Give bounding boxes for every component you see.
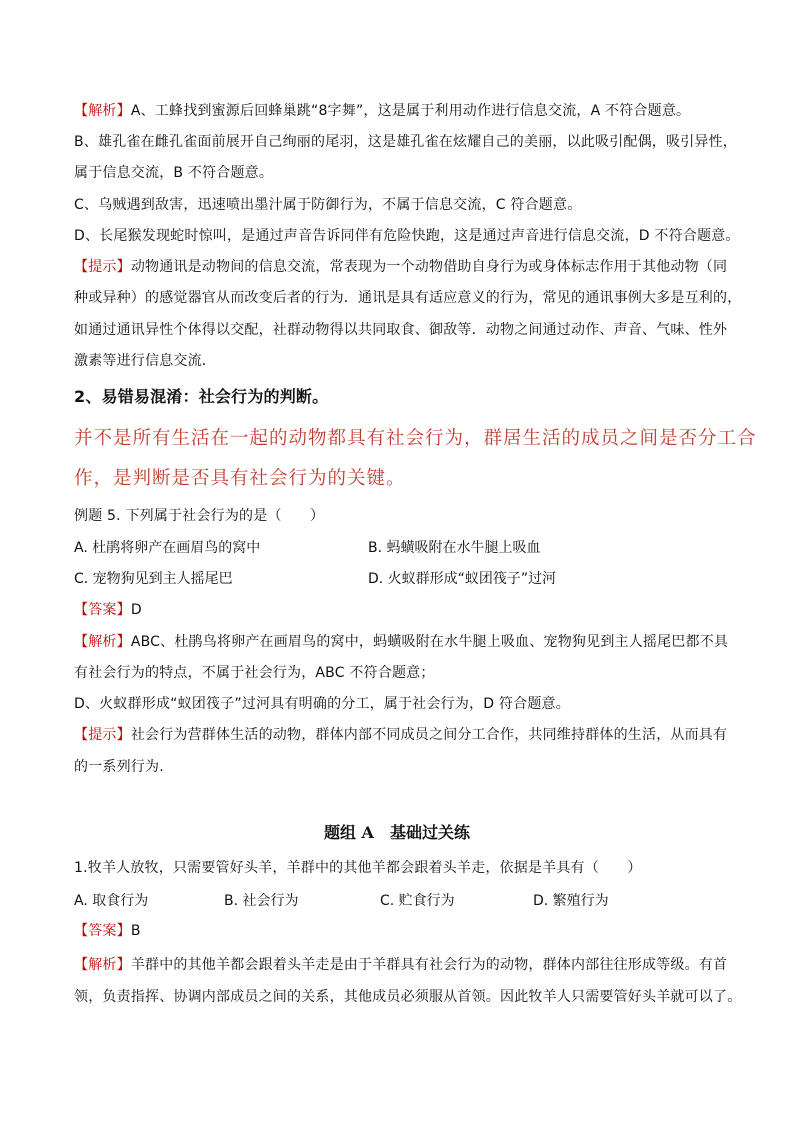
- text-line: 的一系列行为.: [74, 759, 164, 775]
- analysis-label: 【解析】: [74, 957, 131, 973]
- text-line: B、雄孔雀在雌孔雀面前展开自己绚丽的尾羽，这是雄孔雀在炫耀自己的美丽，以此吸引配偶，吸引异性，: [74, 134, 738, 150]
- option-b: B. 蚂蟥吸附在水牛腿上吸血: [368, 540, 541, 556]
- text-line: 激素等进行信息交流．: [74, 353, 216, 369]
- analysis-label: 【解析】: [74, 634, 131, 650]
- option-a: A. 杜鹃将卵产在画眉鸟的窝中: [74, 540, 261, 556]
- highlight-text: 并不是所有生活在一起的动物都具有社会行为，群居生活的成员之间是否分工合: [74, 428, 757, 449]
- option-c: C. 贮食行为: [380, 893, 455, 909]
- option-c: C. 宠物狗见到主人摇尾巴: [74, 571, 233, 587]
- hint-line: 【提示】动物通讯是动物间的信息交流，常表现为一个动物借助自身行为或身体标志作用于其他动物（同: [74, 259, 728, 275]
- highlight-text: 作，是判断是否具有社会行为的关键。: [74, 468, 406, 489]
- question-1: 1.牧羊人放牧，只需要管好头羊，羊群中的其他羊都会跟着头羊走，依据是羊具有（ ）: [74, 860, 642, 876]
- text-line: 如通过通讯异性个体得以交配，社群动物得以共同取食、御敌等．动物之间通过动作、声音、气味、性外: [74, 322, 728, 338]
- option-d: D. 火蚁群形成“蚁团筏子”过河: [368, 571, 557, 587]
- answer-label: 【答案】: [74, 923, 131, 939]
- text-line: 属于信息交流，B 不符合题意。: [74, 165, 274, 181]
- text-line: 领，负责指挥、协调内部成员之间的关系，其他成员必须服从首领。因此牧羊人只需要管好头羊就可以了。: [74, 989, 742, 1005]
- text-line: C、乌贼遇到敌害，迅速喷出墨汁属于防御行为，不属于信息交流，C 符合题意。: [74, 197, 582, 213]
- example-question: 例题 5. 下列属于社会行为的是（ ）: [74, 508, 325, 524]
- answer-line: 【答案】B: [74, 923, 141, 939]
- hint-label: 【提示】: [74, 259, 131, 275]
- answer-line: 【答案】D: [74, 602, 142, 618]
- group-title: 题组 A 基础过关练: [323, 823, 470, 842]
- hint-label: 【提示】: [74, 727, 131, 743]
- section-heading: 2、易错易混淆：社会行为的判断。: [74, 387, 329, 406]
- text-line: D、火蚁群形成“蚁团筏子”过河具有明确的分工，属于社会行为，D 符合题意。: [74, 696, 570, 712]
- hint-line: 【提示】社会行为营群体生活的动物，群体内部不同成员之间分工合作，共同维持群体的生活，从而具有: [74, 727, 728, 743]
- answer-label: 【答案】: [74, 602, 131, 618]
- analysis-line: 【解析】羊群中的其他羊都会跟着头羊走是由于羊群具有社会行为的动物，群体内部往往形成等级。有首: [74, 957, 728, 973]
- analysis-label: 【解析】: [74, 103, 131, 119]
- option-a: A. 取食行为: [74, 893, 149, 909]
- text-line: D、长尾猴发现蛇时惊叫，是通过声音告诉同伴有危险快跑，这是通过声音进行信息交流，D 不符合题意。: [74, 228, 740, 244]
- analysis-line: 【解析】ABC、杜鹃鸟将卵产在画眉鸟的窝中，蚂蟥吸附在水牛腿上吸血、宠物狗见到主人摇尾巴都不具: [74, 634, 729, 650]
- analysis-line: 【解析】A、工蜂找到蜜源后回蜂巢跳“8字舞”，这是属于利用动作进行信息交流，A 不符合题意。: [74, 103, 691, 119]
- text-line: 种或异种）的感觉器官从而改变后者的行为．通讯是具有适应意义的行为，常见的通讯事例大多是互利的，: [74, 290, 742, 306]
- option-d: D. 繁殖行为: [533, 893, 609, 909]
- text-line: 有社会行为的特点，不属于社会行为，ABC 不符合题意；: [74, 665, 435, 681]
- option-b: B. 社会行为: [224, 893, 299, 909]
